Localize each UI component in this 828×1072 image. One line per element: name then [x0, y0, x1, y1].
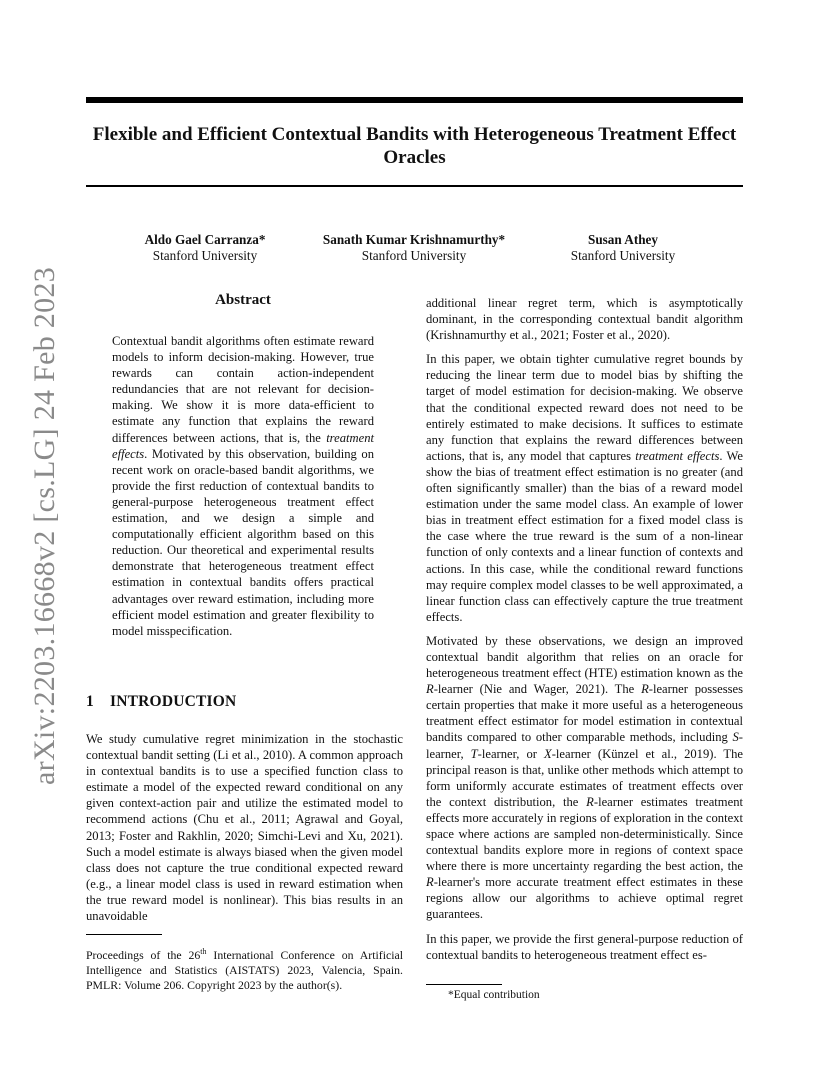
- author-block: [300, 232, 528, 264]
- math-symbol: X: [544, 746, 552, 761]
- body-text: -learner estimates treatment effects more accurately in regions of exploration in the context space where actions are sampled non-deterministically. Since contextual bandits explore more in regions of context space where there is more uncertainty regarding the best action, the: [426, 794, 743, 874]
- title-bottom-rule: [86, 185, 743, 187]
- body-text: -learner,: [426, 730, 743, 761]
- author-block: [548, 232, 698, 264]
- paper-title: Flexible and Efficient Contextual Bandits with Heterogeneous Treatment Effect Oracles: [92, 124, 737, 168]
- math-symbol: R: [586, 794, 594, 809]
- author-affiliation: Stanford University: [570, 248, 676, 263]
- arxiv-identifier: arXiv:2203.16668v2 [cs.LG] 24 Feb 2023: [28, 266, 61, 785]
- body-paragraph: [426, 351, 743, 625]
- footnote-rule: [86, 934, 162, 935]
- body-text: -learner (Künzel et al., 2019). The principal reason is that, unlike other methods which attempt to form uniformly accurate estimates of treatment effects over the context distribution, the: [426, 746, 744, 809]
- proceedings-text: International Conference on Artificial Intelligence and Statistics (AISTATS) 2023, Valencia, Spain. PMLR: Volume 206. Copyright 2023 by the author(s).: [86, 948, 404, 992]
- body-paragraph: In this paper, we provide the first general-purpose reduction of contextual bandits to heterogeneous treatment effect es-: [426, 931, 743, 962]
- body-paragraph: additional linear regret term, which is asymptotically dominant, in the corresponding contextual bandit algorithm (Krishnamurthy et al., 2021; Foster et al., 2020).: [426, 296, 743, 343]
- body-text: -learner's more accurate treatment effect estimates in these regions allow our algorithms to achieve optimal regret guarantees.: [426, 875, 743, 922]
- proceedings-superscript: th: [200, 947, 207, 957]
- author-name: Susan Athey: [588, 232, 658, 247]
- proceedings-note: [86, 948, 403, 993]
- body-text: -learner possesses certain properties that make it more useful as a heterogeneous treatment effect estimator for model estimation in contextual bandits compared to other comparable methods, including: [426, 682, 743, 745]
- body-text: In this paper, we obtain tighter cumulative regret bounds by reducing the linear term due to model bias by shifting the target of model estimation for decision-making. We observe that the conditional expected reward does not need to be entirely estimated to make decisions. It suffices to estimate any function that explains the reward differences between actions, that is, any model that captures: [426, 352, 743, 463]
- section-title: INTRODUCTION: [110, 693, 237, 710]
- body-text: Motivated by these observations, we design an improved contextual bandit algorithm that relies on an oracle for heterogeneous treatment effect (HTE) estimation known as the: [426, 633, 743, 681]
- math-symbol: R: [426, 875, 434, 890]
- author-name: Sanath Kumar Krishnamurthy*: [322, 232, 506, 247]
- body-text: -learner (Nie and Wager, 2021). The: [433, 682, 642, 697]
- footnote-text: *Equal contribution: [448, 989, 540, 1001]
- author-affiliation: Stanford University: [152, 248, 258, 263]
- proceedings-text: Proceedings of the 26: [86, 948, 201, 962]
- author-name: Aldo Gael Carranza*: [144, 232, 266, 247]
- abstract-text: [112, 333, 374, 639]
- section-number: 1: [86, 693, 94, 710]
- abstract-heading: Abstract: [215, 292, 271, 308]
- section-heading: [86, 693, 236, 711]
- body-text: -learner, or: [477, 746, 545, 761]
- footnote: [426, 988, 540, 1002]
- body-paragraph: [426, 633, 743, 923]
- intro-paragraph: We study cumulative regret minimization in the stochastic contextual bandit setting (Li et al., 2010). A common approach in contextual bandits is to use a specified function class to estimate a model of the expected reward conditional on any given context-action pair and utilize the estimated model to recommend actions (Chu et al., 2011; Agrawal and Goyal, 2013; Foster and Rakhlin, 2020; Simchi-Levi and Xu, 2021). Such a model estimate is always biased when the given model class does not capture the true conditional expected reward (e.g., a linear model class is used in reward estimation when the true reward model is nonlinear). This bias results in an unavoidable: [86, 732, 403, 924]
- title-top-rule: [86, 97, 743, 103]
- math-symbol: R: [641, 682, 649, 697]
- abstract-text-part: . Motivated by this observation, building on recent work on oracle-based bandit algorithms, we provide the first reduction of contextual bandits to general-purpose heterogeneous treatment effect estimation, and we design a simple and computationally efficient algorithm based on this reduction. Our theoretical and experimental results demonstrate that heterogeneous treatment effect estimation in contextual bandits offers practical advantages over reward estimation, including more efficient model estimation and greater flexibility to model misspecification.: [112, 446, 374, 638]
- footnote-rule: [426, 984, 502, 985]
- abstract-emphasis: treatment effects: [112, 430, 374, 461]
- math-symbol: T: [470, 746, 478, 761]
- math-symbol: S: [732, 730, 739, 745]
- body-text: . We show the bias of treatment effect estimation is no greater (and often significantly smaller) than the bias of a reward model estimation under the same model class. An example of lower bias in treatment effect estimation for a fixed model class is the case where the true reward is the sum of a non-linear function of only contexts and a linear function of contexts and actions. In this case, while the conditional reward functions may require complex model classes to be well approximated, a linear function class can effectively capture the true treatment effects.: [426, 448, 744, 624]
- right-column: [426, 295, 743, 971]
- author-affiliation: Stanford University: [361, 248, 467, 263]
- math-symbol: R: [426, 682, 434, 697]
- body-emphasis: treatment effects: [635, 448, 720, 463]
- author-block: [120, 232, 290, 264]
- abstract-text-part: Contextual bandit algorithms often estimate reward models to inform decision-making. However, true rewards can contain action-independent redundancies that are not relevant for decision-making. We show it is more data-efficient to estimate any function that explains the reward differences between actions, that is, the: [112, 334, 374, 445]
